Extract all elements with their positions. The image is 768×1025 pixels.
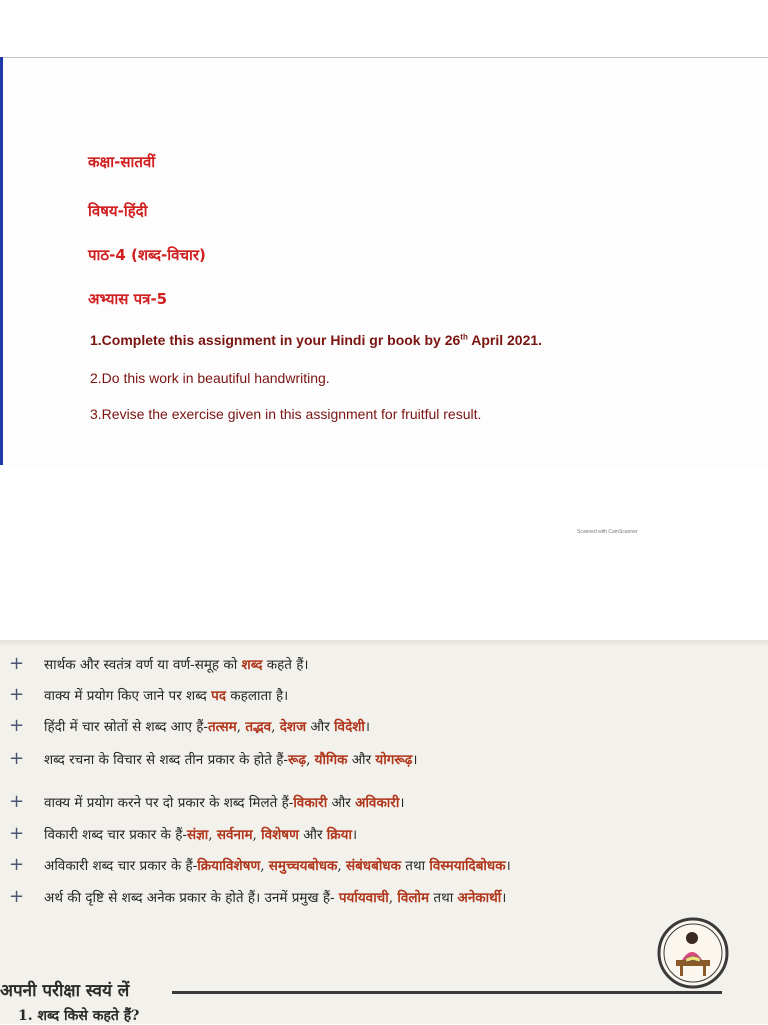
- lesson-heading: पाठ-4 (शब्द-विचार): [88, 246, 206, 264]
- keyword: तद्भव: [245, 719, 272, 735]
- summary-point-6: [0, 823, 768, 853]
- text-segment: ,: [337, 858, 346, 874]
- summary-point-text: [44, 686, 288, 704]
- keyword: देशज: [279, 719, 307, 735]
- instruction-1: [90, 332, 542, 348]
- text-segment: ।: [505, 858, 511, 874]
- summary-point-4: [0, 748, 768, 778]
- summary-point-1: [0, 653, 768, 683]
- text-segment: ,: [306, 752, 315, 768]
- text-segment: तथा: [400, 858, 430, 874]
- text-segment: ।: [501, 890, 507, 906]
- text-segment: और: [306, 719, 335, 735]
- text-segment: तथा: [429, 890, 458, 906]
- text-segment: कहलाता है।: [226, 688, 289, 704]
- worksheet-heading: अभ्यास पत्र-5: [88, 290, 168, 308]
- text-segment: वाक्य में प्रयोग करने पर दो प्रकार के शब्द मिलते हैं-: [44, 795, 294, 811]
- scanner-watermark: Scanned with CamScanner: [577, 529, 638, 535]
- text-segment: अविकारी शब्द चार प्रकार के हैं-: [44, 858, 198, 874]
- text-segment: ।: [399, 795, 405, 811]
- text-segment: सार्थक और स्वतंत्र वर्ण या वर्ण-समूह को: [44, 657, 242, 673]
- text-segment: ,: [388, 890, 398, 906]
- summary-point-text: [44, 825, 357, 843]
- keyword: पद: [211, 688, 226, 704]
- text-segment: और: [347, 752, 376, 768]
- reading-student-badge-icon: [656, 916, 730, 990]
- text-segment: ।: [364, 719, 371, 735]
- text-segment: और: [327, 795, 356, 811]
- text-segment: ,: [260, 858, 269, 874]
- summary-point-8: [0, 886, 768, 916]
- keyword: अविकारी: [355, 795, 400, 811]
- instruction-1-date: April 2021.: [467, 332, 543, 348]
- plus-bullet-icon: +: [9, 823, 25, 844]
- keyword: रूढ़: [287, 752, 307, 768]
- keyword: विलोम: [397, 890, 430, 906]
- subject-heading: विषय-हिंदी: [88, 202, 148, 220]
- text-segment: ,: [236, 719, 246, 735]
- keyword: विस्मयादिबोधक: [429, 858, 506, 874]
- instruction-2: 2.Do this work in beautiful handwriting.: [90, 370, 330, 386]
- text-segment: शब्द रचना के विचार से शब्द तीन प्रकार के होते हैं-: [44, 752, 288, 768]
- question-1: 1. शब्द किसे कहते हैं?: [18, 1008, 140, 1024]
- summary-point-text: [44, 856, 511, 874]
- text-segment: और: [298, 827, 327, 843]
- text-segment: वाक्य में प्रयोग किए जाने पर शब्द: [44, 688, 212, 704]
- keyword: समुच्चयबोधक: [268, 858, 338, 874]
- keyword: यौगिक: [314, 752, 348, 768]
- text-segment: अर्थ की दृष्टि से शब्द अनेक प्रकार के होते हैं। उनमें प्रमुख हैं-: [44, 890, 339, 906]
- text-segment: कहते हैं।: [262, 657, 309, 673]
- plus-bullet-icon: +: [9, 684, 25, 705]
- summary-point-3: [0, 715, 768, 745]
- plus-bullet-icon: +: [9, 791, 25, 812]
- summary-point-text: [44, 655, 309, 673]
- keyword: तत्सम: [207, 719, 237, 735]
- summary-point-text: [44, 750, 418, 768]
- text-segment: विकारी शब्द चार प्रकार के हैं-: [44, 827, 187, 843]
- text-segment: ,: [271, 719, 280, 735]
- keyword: क्रिया: [326, 827, 352, 843]
- summary-point-text: [44, 888, 506, 906]
- text-segment: ।: [352, 827, 358, 843]
- instruction-1-text: 1.Complete this assignment in your Hindi gr book by 26: [90, 332, 461, 348]
- keyword: योगरूढ़: [375, 752, 413, 768]
- plus-bullet-icon: +: [9, 715, 25, 736]
- keyword: संज्ञा: [186, 827, 209, 843]
- summary-point-text: [44, 793, 404, 811]
- summary-point-2: [0, 684, 768, 714]
- keyword: शब्द: [241, 657, 263, 673]
- keyword: विकारी: [293, 795, 328, 811]
- keyword: क्रियाविशेषण: [197, 858, 261, 874]
- text-segment: ,: [252, 827, 262, 843]
- keyword: विदेशी: [334, 719, 365, 735]
- instruction-1-ordinal: th: [460, 332, 468, 342]
- summary-point-text: [44, 717, 370, 735]
- plus-bullet-icon: +: [9, 748, 25, 769]
- keyword: संबंधबोधक: [345, 858, 401, 874]
- self-test-title: अपनी परीक्षा स्वयं लें: [0, 981, 130, 1001]
- plus-bullet-icon: +: [9, 854, 25, 875]
- keyword: विशेषण: [261, 827, 299, 843]
- summary-point-7: [0, 854, 768, 884]
- class-heading: कक्षा-सातवीं: [88, 153, 156, 171]
- plus-bullet-icon: +: [9, 653, 25, 674]
- textbook-page: [0, 640, 768, 1024]
- keyword: पर्यायवाची: [338, 890, 389, 906]
- sheet-left-edge: [0, 57, 3, 465]
- text-segment: ।: [412, 752, 418, 768]
- text-segment: हिंदी में चार स्रोतों से शब्द आए हैं-: [44, 719, 208, 735]
- text-segment: ,: [208, 827, 217, 843]
- instruction-3: 3.Revise the exercise given in this assignment for fruitful result.: [90, 406, 482, 422]
- title-underline: [172, 991, 722, 994]
- keyword: अनेकार्थी: [457, 890, 502, 906]
- keyword: सर्वनाम: [216, 827, 253, 843]
- page-top-shadow: [0, 640, 768, 646]
- plus-bullet-icon: +: [9, 886, 25, 907]
- summary-point-5: [0, 791, 768, 821]
